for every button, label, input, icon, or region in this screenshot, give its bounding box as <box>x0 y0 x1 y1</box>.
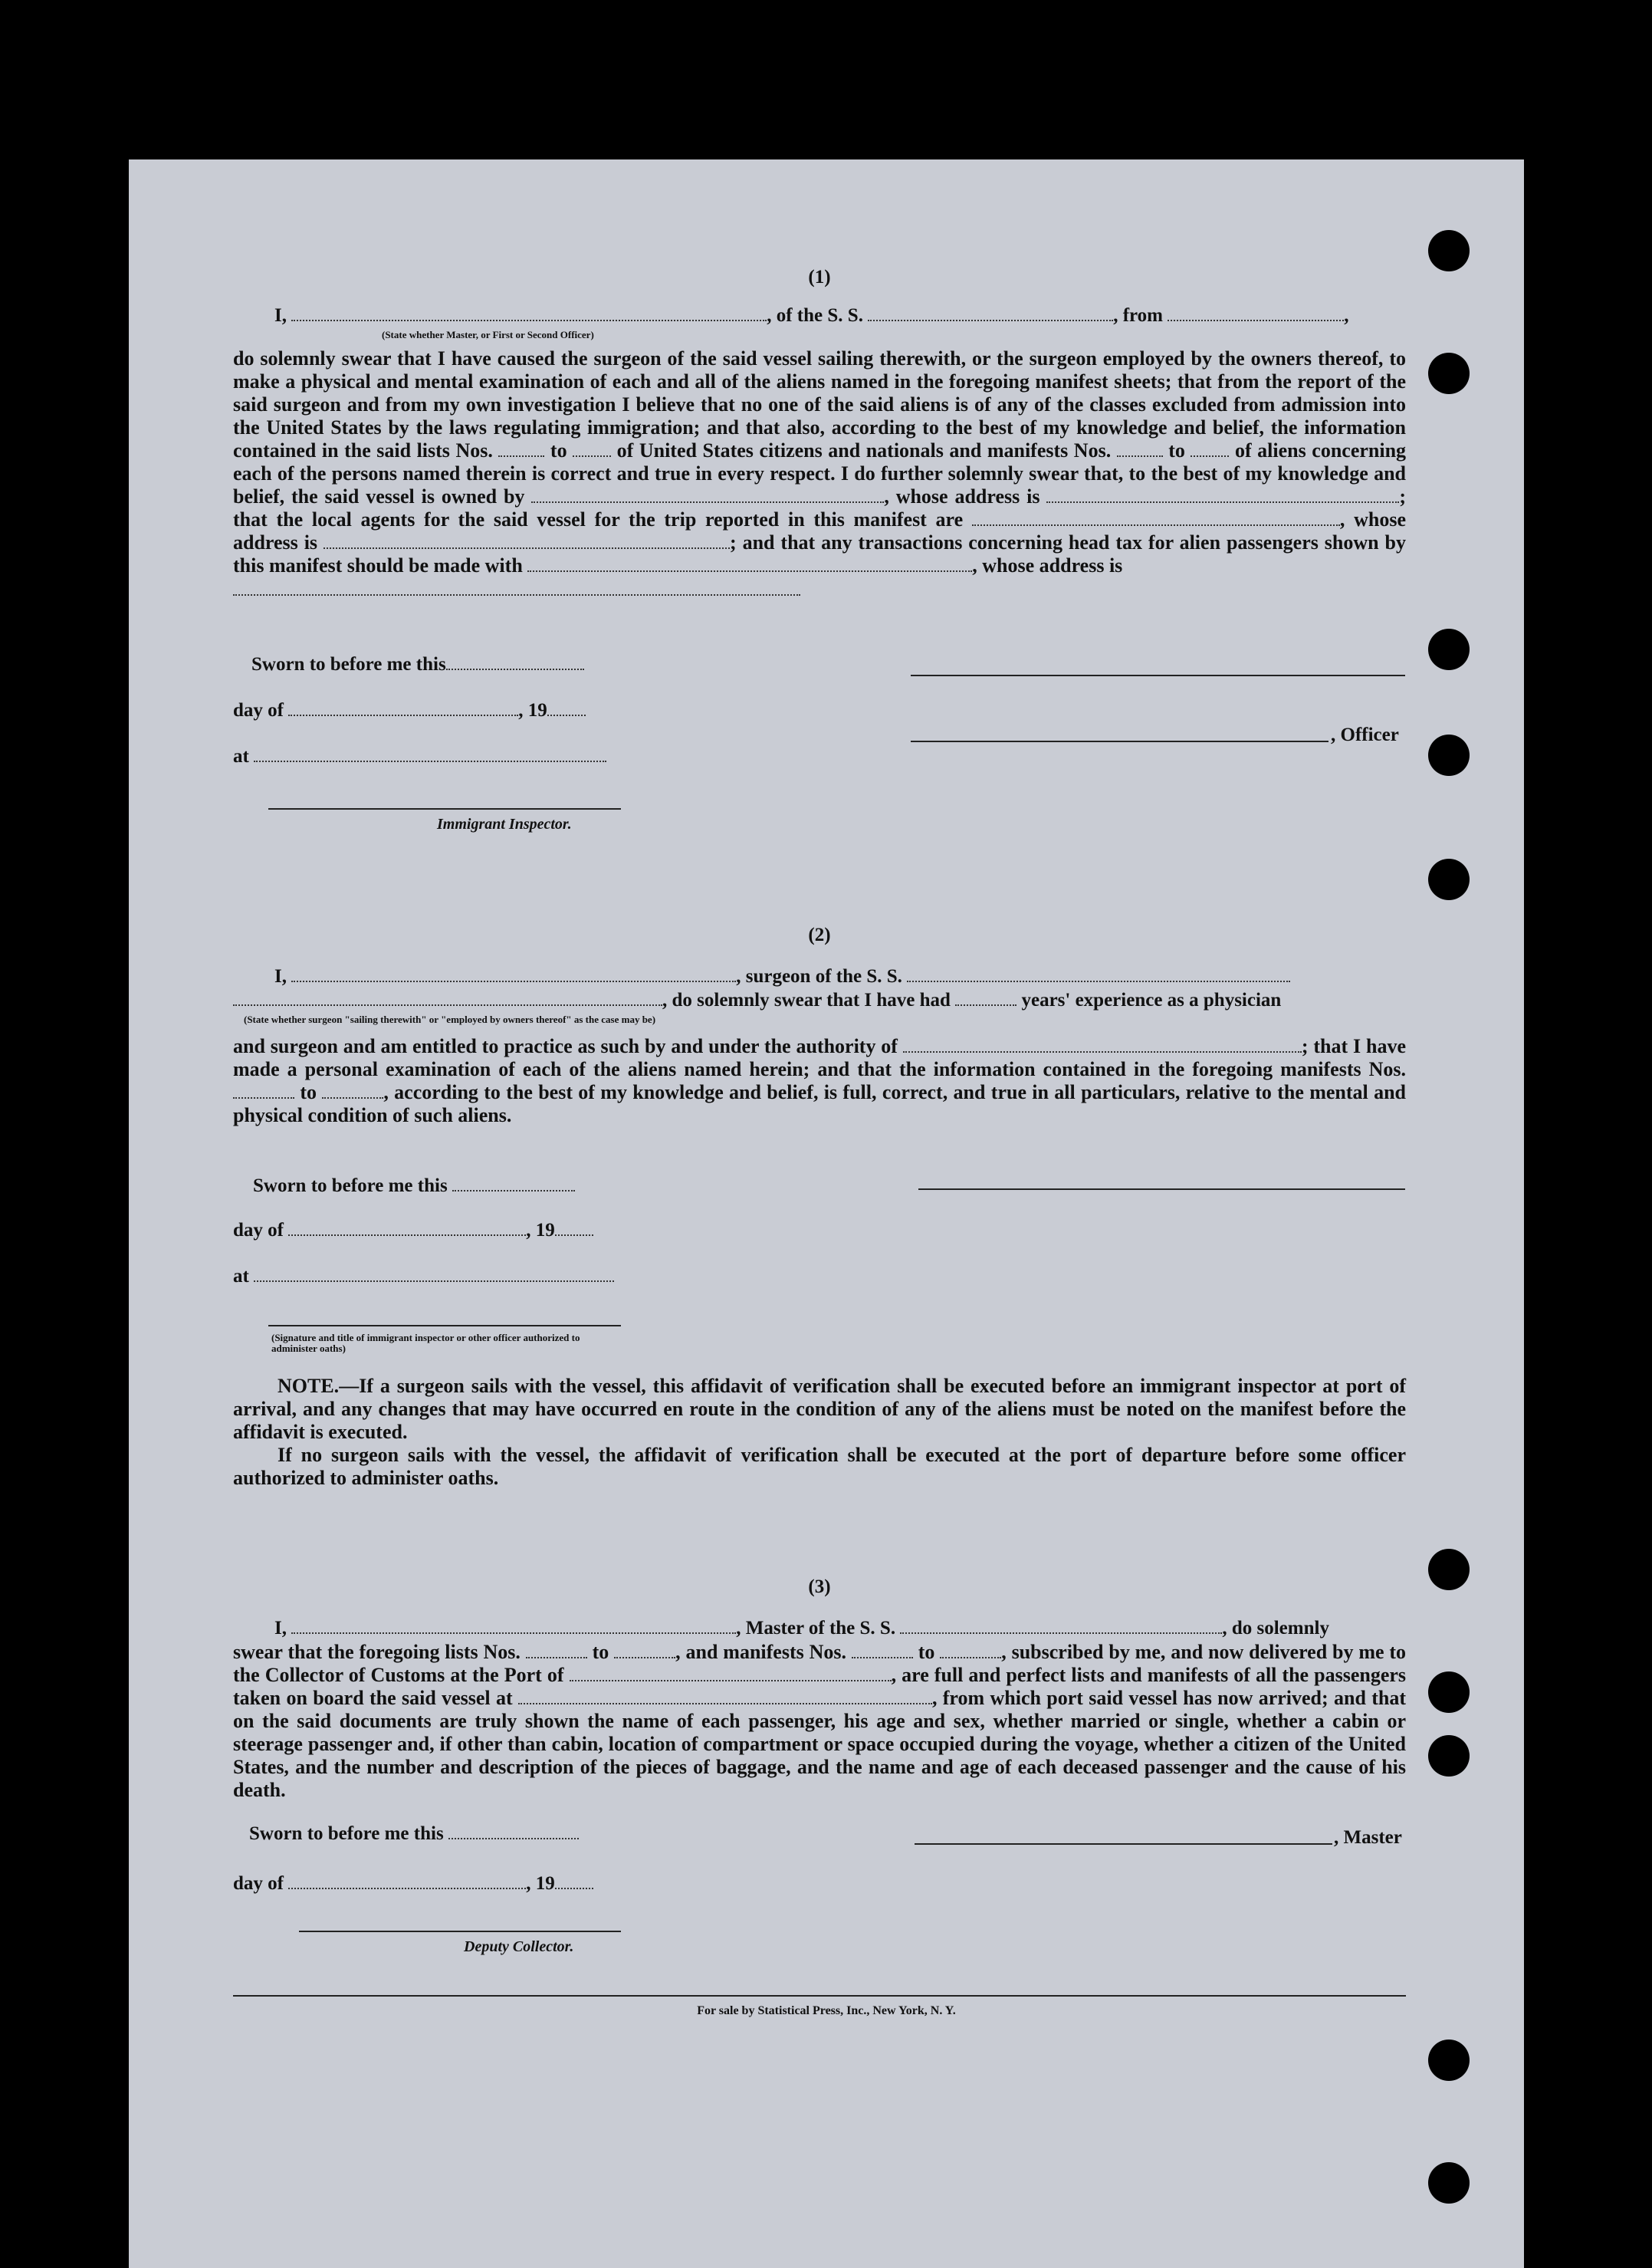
s2-swear-row <box>233 990 1281 1011</box>
s3-text-5: , are full and perfect lists and <box>891 1664 1142 1686</box>
s3-master-label: , Master <box>1334 1827 1402 1848</box>
section-2-body <box>233 1035 1406 1127</box>
s2-sig-note: (Signature and title of immigrant inspector or other officer authorized to administer oaths) <box>271 1332 580 1354</box>
s3-text-8: port said vessel has now arrived; and that on the said documents are truly shown the name of each passenger, his age and sex, whether married or single, whether a cabin or steerage passenger and, if other than cabin, location of compartment or space occupied during the voyage, whether a citizen of the United States, and the number and description of the pieces of baggage, and the name and age of each deceased passenger and the cause of his death. <box>233 1687 1406 1801</box>
s3-text-3: , subscribed by me, and now <box>1001 1641 1244 1663</box>
punch-hole <box>1428 353 1470 394</box>
s2-i-row <box>274 966 1290 988</box>
s3-master-line[interactable] <box>915 1843 1332 1845</box>
s3-paragraph <box>233 1641 1406 1802</box>
punch-hole <box>1428 1549 1470 1590</box>
s1-day-label: day of <box>233 700 284 721</box>
s2-manifests-to-field[interactable] <box>322 1083 383 1099</box>
s1-sworn-label: Sworn to before me this <box>251 654 446 675</box>
s2-text-2: that I have made a personal examination of each of the aliens named herein; and that the information contained in the foregoing manifests Nos. <box>233 1035 1406 1080</box>
s1-text-3: of aliens concerning each of the persons named therein is correct and true in every respect. I do further solemnly swear that, to the best of my knowledge and belief, the said vessel is owned by <box>233 439 1407 508</box>
from-port-field[interactable] <box>1168 306 1344 321</box>
punch-hole <box>1428 629 1470 670</box>
s1-master-note: (State whether Master, or First or Second Officer) <box>382 329 594 340</box>
s1-sworn-row <box>251 654 584 675</box>
punch-hole <box>1428 859 1470 900</box>
s1-of-ss: , of the S. S. <box>767 305 863 326</box>
s3-to-1: to <box>592 1641 609 1663</box>
s1-text-4: , whose address is <box>884 485 1040 508</box>
s2-paragraph: and surgeon and am entitled to practice as such by and under the authority of ; that I have made a personal examination of each of the aliens named herein; and that the information contained in the foregoing manifests Nos. to , according to the best of my knowledge and belief, is full, correct, and true in all particulars, relative to the mental and physical condition of such aliens. <box>233 1035 1406 1126</box>
s3-master-name-field[interactable] <box>291 1619 736 1634</box>
s3-manifests-to-field[interactable] <box>940 1643 1001 1658</box>
master-name-field[interactable] <box>291 306 767 321</box>
footer-rule <box>233 1995 1406 1997</box>
s2-sworn-date-field[interactable] <box>452 1176 575 1192</box>
s1-text-8: , whose address is <box>972 554 1123 577</box>
s3-i-row <box>274 1618 1329 1639</box>
authority-field[interactable] <box>903 1037 1302 1053</box>
s3-lists-to-field[interactable] <box>614 1643 675 1658</box>
s3-text-6: manifests of all the passengers taken on board the said vessel at <box>233 1664 1407 1709</box>
s1-year-label: , 19 <box>518 700 547 721</box>
s3-manifests-from-field[interactable] <box>852 1643 913 1658</box>
vessel-name-field[interactable] <box>868 306 1113 321</box>
s3-lists-from-field[interactable] <box>526 1643 587 1658</box>
s2-at-row <box>233 1266 614 1287</box>
owner-address-field[interactable] <box>1046 488 1399 503</box>
head-tax-address-field[interactable] <box>233 580 800 596</box>
s2-surgeon-note: (State whether surgeon "sailing therewith" or "employed by owners thereof" as the case may be) <box>244 1014 656 1025</box>
punch-hole <box>1428 1671 1470 1713</box>
s3-day-label: day of <box>233 1873 284 1894</box>
punch-hole <box>1428 230 1470 271</box>
s1-officer-label: , Officer <box>1331 725 1399 745</box>
s2-day-label: day of <box>233 1220 284 1241</box>
s3-to-2: to <box>918 1641 935 1663</box>
s2-text-1: and surgeon and am entitled to practice as such by and under the authority of <box>233 1035 898 1057</box>
manifests-to-field[interactable] <box>1191 442 1229 457</box>
s1-at-field[interactable] <box>254 747 606 762</box>
s3-sworn-date-field[interactable] <box>448 1824 579 1839</box>
s2-at-field[interactable] <box>254 1267 614 1282</box>
note-label: NOTE. <box>278 1375 340 1397</box>
s2-surgeon-of: , surgeon of the S. S. <box>736 966 902 987</box>
s2-signature-line[interactable] <box>918 1188 1405 1190</box>
s1-day-row <box>233 700 586 721</box>
surgeon-name-field[interactable] <box>291 967 736 982</box>
s3-text-2: , and manifests Nos. <box>675 1641 846 1663</box>
form-page <box>129 159 1524 2268</box>
s3-day-row <box>233 1873 593 1895</box>
punch-hole <box>1428 2162 1470 2204</box>
s2-years: years' experience as a physician <box>1021 990 1282 1011</box>
s1-text-7: ; and that any transactions concerning head tax for alien passengers shown by this manifest should be made with <box>233 531 1406 577</box>
s2-vessel-field[interactable] <box>907 967 1290 982</box>
s3-deputy-line[interactable] <box>299 1931 621 1932</box>
lists-to-field[interactable] <box>573 442 611 457</box>
punch-hole <box>1428 2040 1470 2081</box>
manifests-from-field[interactable] <box>1117 442 1163 457</box>
s1-paragraph: do solemnly swear that I have caused the surgeon of the said vessel sailing therewith, or the surgeon employed by the owners thereof, to make a physical and mental examination of each and all of the aliens named in the foregoing manifest sheets; that from the report of the said surgeon and from my own investigation I believe that no one of the said aliens is of any of the classes excluded from admission into the United States by the laws regulating immigration; and that also, according to the best of my knowledge and belief, the information contained in the said lists Nos. to of United States citizens and nationals and manifests Nos. to of aliens concerning each of the persons named therein is correct and true in every respect. I do further solemnly swear that, to the best of my knowledge and belief, the said vessel is owned by , whose address is ; that the local agents for the said vessel for the trip reported in this manifest are , whose address is ; and that any transactions concerning head tax for alien passengers shown by this manifest should be made with , whose address is <box>233 347 1407 577</box>
s1-i-row: I, , of the S. S. , from , <box>274 305 1349 326</box>
s3-vessel-field[interactable] <box>900 1619 1222 1634</box>
agents-address-field[interactable] <box>324 534 730 549</box>
s2-day-row <box>233 1220 593 1241</box>
punch-hole <box>1428 1735 1470 1777</box>
note-block <box>233 1375 1406 1490</box>
s1-text-5: ; that the local agents for the said vessel for the trip reported in this manifest are <box>233 485 1406 531</box>
s1-signature-line[interactable] <box>911 675 1405 676</box>
s2-i-label: I, <box>274 966 287 987</box>
s2-inspector-line[interactable] <box>268 1325 621 1326</box>
s2-swear: , do solemnly swear that I have had <box>662 990 951 1011</box>
s3-text-1: swear that the foregoing lists Nos. <box>233 1641 521 1663</box>
punch-hole <box>1428 735 1470 776</box>
s1-inspector-line[interactable] <box>268 808 621 810</box>
s1-sworn-date-field[interactable] <box>446 655 584 670</box>
s2-to: to <box>300 1081 317 1103</box>
section-2-number: (2) <box>808 925 831 945</box>
s3-master-of: , Master of the S. S. <box>736 1618 896 1639</box>
s2-sworn-row <box>253 1175 575 1197</box>
s1-at-label: at <box>233 746 249 767</box>
s1-to-2: to <box>1168 439 1185 462</box>
s1-text-6: whose address is <box>233 508 1407 554</box>
port-field[interactable] <box>570 1666 892 1681</box>
s1-from: , from <box>1113 305 1163 326</box>
section-3-number: (3) <box>808 1576 831 1597</box>
note-paragraph-2: If no surgeon sails with the vessel, the affidavit of verification shall be executed at the port of departure before some officer authorized to administer oaths. <box>233 1444 1406 1489</box>
s2-manifests-from-field[interactable] <box>233 1083 294 1099</box>
note-text-1: —If a surgeon sails with the vessel, this affidavit of verification shall be executed before an immigrant inspector at port of arrival, and any changes that may have occurred en route in the condition of any of the aliens must be noted on the manifest before the affidavit is executed. <box>233 1375 1406 1443</box>
s3-text-7: , from which <box>931 1687 1041 1709</box>
s3-text-4: delivered by me to the Collector of Customs at the Port of <box>233 1641 1407 1686</box>
s3-do-solemnly: , do solemnly <box>1222 1618 1329 1639</box>
s1-text-2: of United States citizens and nationals and manifests Nos. <box>616 439 1112 462</box>
s1-inspector-label: Immigrant Inspector. <box>437 816 572 833</box>
s2-text-3: , according to the best of my knowledge and belief, is full, correct, and true in all particulars, relative to the mental and physical condition of such aliens. <box>233 1081 1406 1126</box>
agents-field[interactable] <box>972 511 1340 526</box>
s1-year-field[interactable] <box>547 701 586 716</box>
section-1-body <box>233 347 1406 596</box>
s2-year-field[interactable] <box>555 1221 593 1236</box>
surgeon-type-field[interactable] <box>233 991 662 1006</box>
s1-day-field[interactable] <box>288 701 518 716</box>
s3-year-field[interactable] <box>555 1874 593 1889</box>
s3-deputy-label: Deputy Collector. <box>464 1938 574 1955</box>
head-tax-field[interactable] <box>527 557 972 572</box>
s1-i-label: I, <box>274 305 287 326</box>
owner-field[interactable] <box>531 488 884 503</box>
years-field[interactable] <box>955 991 1016 1006</box>
s1-at-row <box>233 746 606 768</box>
s3-i-label: I, <box>274 1618 287 1639</box>
s2-at-label: at <box>233 1266 249 1287</box>
s2-sworn-label: Sworn to before me this <box>253 1175 448 1196</box>
s1-to-1: to <box>550 439 567 462</box>
footer-printer: For sale by Statistical Press, Inc., New York, N. Y. <box>697 2004 956 2017</box>
section-1-number: (1) <box>808 267 831 288</box>
s3-day-field[interactable] <box>288 1874 526 1889</box>
s1-officer-line[interactable] <box>911 741 1328 742</box>
s3-year-label: , 19 <box>526 1873 555 1894</box>
lists-from-field[interactable] <box>498 442 544 457</box>
s2-day-field[interactable] <box>288 1221 526 1236</box>
s1-text-1: do solemnly swear that I have caused the surgeon of the said vessel sailing therewith, or the surgeon employed by the owners thereof, to make a physical and mental examination of each and all of the aliens named in the foregoing manifest sheets; that from the report of the said surgeon and from my own investigation I believe that no one of the said aliens is of any of the classes excluded from admission into the United States by the laws regulating immigration; and that also, according to the best of my knowledge and belief, the information contained in the said lists Nos. <box>233 347 1406 462</box>
s2-year-label: , 19 <box>526 1220 555 1241</box>
s3-sworn-row <box>249 1823 579 1845</box>
boarding-port-field[interactable] <box>518 1689 932 1704</box>
note-paragraph-1 <box>233 1375 1406 1444</box>
s3-sworn-label: Sworn to before me this <box>249 1823 444 1844</box>
section-3-body <box>233 1641 1406 1802</box>
